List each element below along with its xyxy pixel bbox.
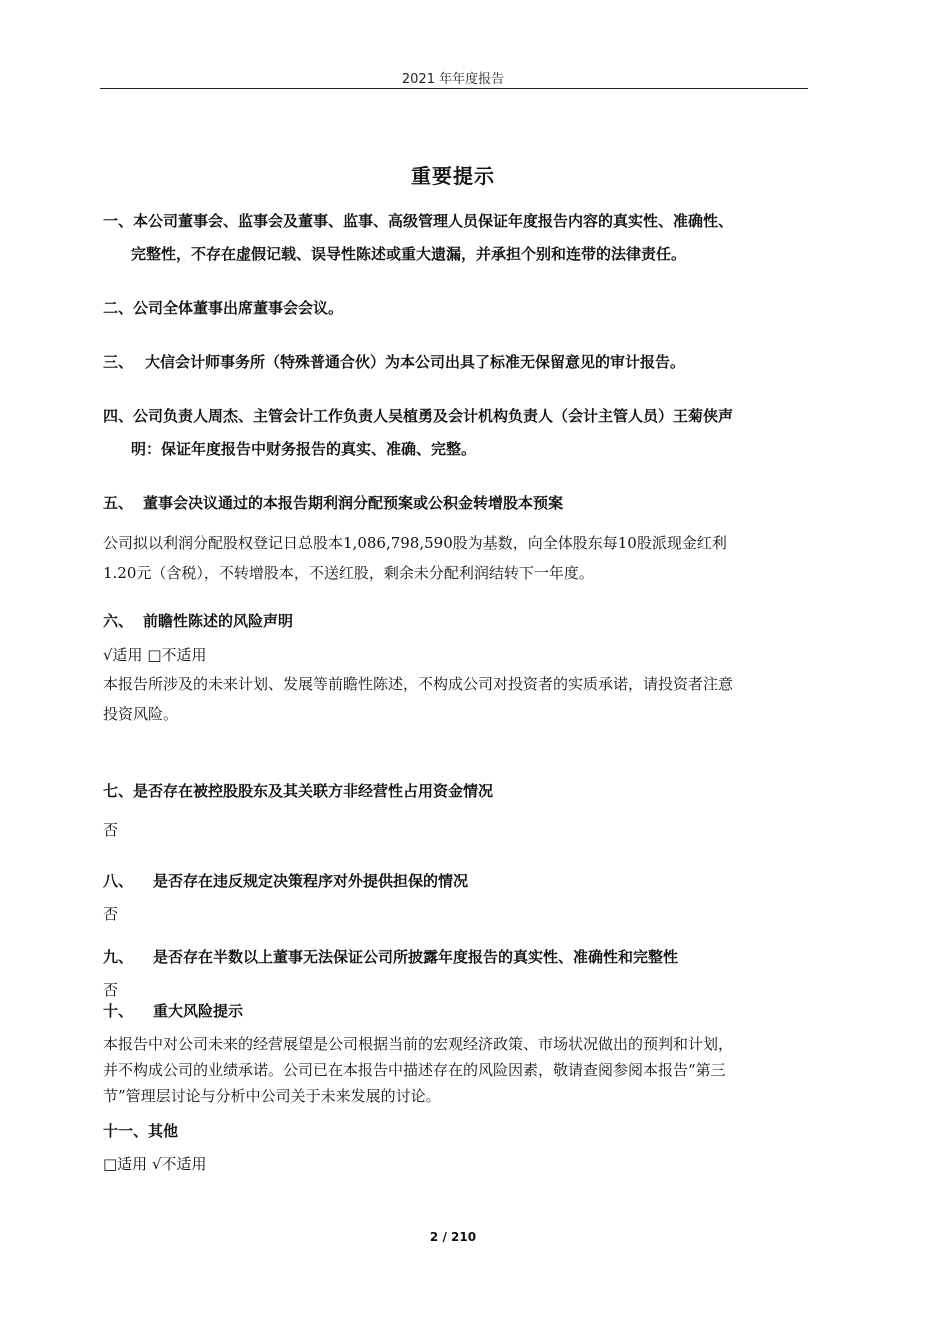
item-text: 大信会计师事务所（特殊普通合伙）为本公司出具了标准无保留意见的审计报告。 — [145, 353, 686, 371]
header-divider — [100, 88, 808, 89]
item-11-applicability: □适用 √不适用 — [103, 1155, 207, 1173]
item-number: 三、 — [103, 353, 134, 371]
item-7-answer: 否 — [103, 821, 119, 839]
item-text-continued: 明：保证年度报告中财务报告的真实、准确、完整。 — [131, 440, 477, 458]
item-text: 其他 — [148, 1122, 179, 1140]
item-text: 前瞻性陈述的风险声明 — [143, 612, 294, 630]
item-text: 是否存在被控股股东及其关联方非经营性占用资金情况 — [133, 782, 494, 800]
item-10-heading — [103, 995, 813, 1028]
item-number: 十、 — [103, 1002, 134, 1020]
item-text: 公司负责人周杰、主管会计工作负责人吴植勇及会计机构负责人（会计主管人员）王菊侠声 — [133, 407, 734, 425]
item-text: 公司全体董事出席董事会会议。 — [133, 299, 344, 317]
item-text: 是否存在半数以上董事无法保证公司所披露年度报告的真实性、准确性和完整性 — [153, 948, 679, 966]
item-6-body — [103, 669, 813, 729]
running-header: 2021 年年度报告 — [401, 72, 505, 87]
item-number: 一、 — [103, 212, 134, 230]
item-5-body — [103, 528, 813, 588]
item-4 — [103, 400, 813, 466]
item-number: 二、 — [103, 299, 134, 317]
item-10-body — [103, 1031, 813, 1109]
body-line: 投资风险。 — [103, 705, 179, 723]
item-3 — [103, 346, 813, 379]
item-8-heading — [103, 865, 813, 898]
item-number: 五、 — [103, 494, 134, 512]
item-6-applicability: √适用 □不适用 — [103, 646, 207, 664]
body-line: 节”管理层讨论与分析中公司关于未来发展的讨论。 — [103, 1087, 441, 1105]
item-text: 重大风险提示 — [153, 1002, 244, 1020]
item-number: 十一、 — [103, 1122, 149, 1140]
page-title: 重要提示 — [411, 164, 495, 188]
item-9-heading — [103, 941, 813, 974]
item-text: 董事会决议通过的本报告期利润分配预案或公积金转增股本预案 — [143, 494, 564, 512]
body-line: 本报告所涉及的未来计划、发展等前瞻性陈述，不构成公司对投资者的实质承诺，请投资者注意 — [103, 675, 734, 693]
body-line: 1.20元（含税），不转增股本，不送红股，剩余未分配利润结转下一年度。 — [103, 564, 594, 582]
item-5-heading — [103, 487, 813, 520]
item-number: 九、 — [103, 948, 134, 966]
item-7-heading — [103, 775, 813, 808]
body-line: 并不构成公司的业绩承诺。公司已在本报告中描述存在的风险因素，敬请查阅参阅本报告“第三 — [103, 1061, 726, 1079]
item-text: 是否存在违反规定决策程序对外提供担保的情况 — [153, 872, 469, 890]
item-8-answer: 否 — [103, 905, 119, 923]
page-number: 2 / 210 — [429, 1230, 477, 1244]
body-line: 本报告中对公司未来的经营展望是公司根据当前的宏观经济政策、市场状况做出的预判和计划， — [103, 1035, 734, 1053]
item-number: 八、 — [103, 872, 134, 890]
item-text: 本公司董事会、监事会及董事、监事、高级管理人员保证年度报告内容的真实性、准确性、 — [133, 212, 734, 230]
item-text-continued: 完整性，不存在虚假记载、误导性陈述或重大遗漏，并承担个别和连带的法律责任。 — [131, 245, 687, 263]
item-number: 六、 — [103, 612, 134, 630]
item-1 — [103, 205, 813, 271]
item-6-heading — [103, 605, 813, 638]
item-2 — [103, 292, 813, 325]
body-line: 公司拟以利润分配股权登记日总股本1,086,798,590股为基数，向全体股东每10股派现金红利 — [103, 534, 727, 552]
item-number: 四、 — [103, 407, 134, 425]
item-number: 七、 — [103, 782, 134, 800]
item-11-heading — [103, 1115, 813, 1148]
item-9-answer: 否 — [103, 981, 119, 999]
